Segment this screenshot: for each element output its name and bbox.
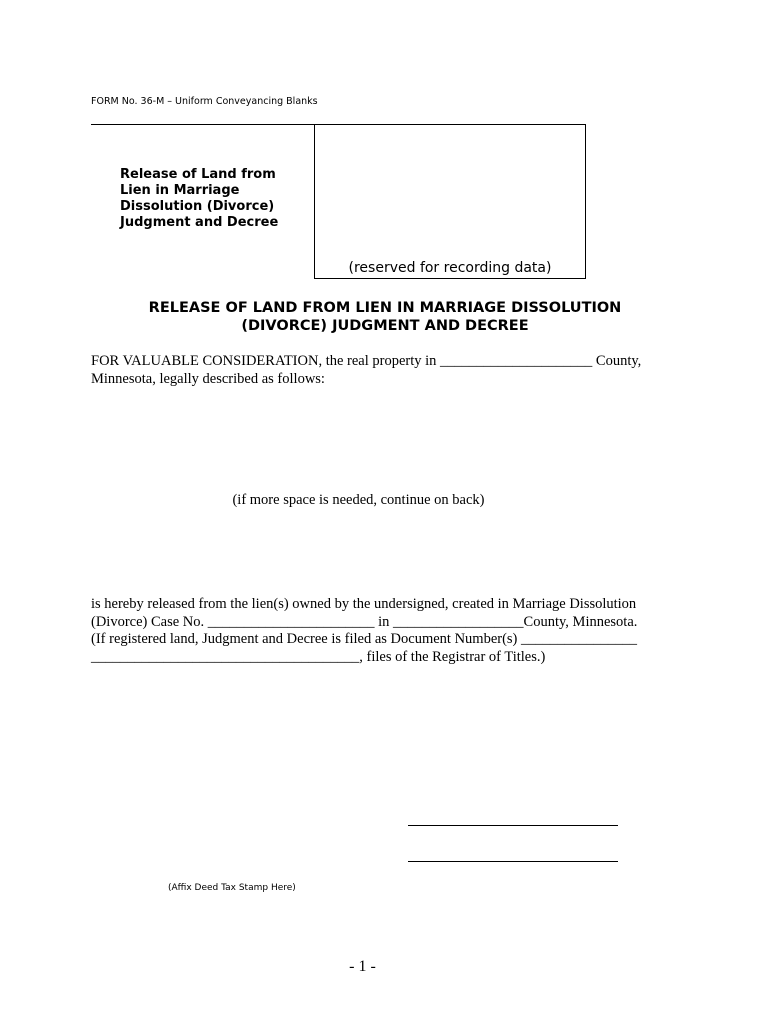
signature-line-2 [408, 861, 618, 862]
main-title-line-2: (DIVORCE) JUDGMENT AND DECREE [241, 318, 529, 334]
document-title-block [120, 167, 310, 231]
release-line-4: _____________________________________, files of the Registrar of Titles.) [91, 648, 546, 665]
release-paragraph [91, 596, 681, 666]
consideration-paragraph [91, 353, 681, 388]
header-rule [91, 124, 315, 125]
page-number: - 1 - [349, 958, 376, 975]
recording-data-box [314, 124, 586, 279]
more-space-note: (if more space is needed, continue on back) [232, 492, 485, 508]
signature-line-1 [408, 825, 618, 826]
release-line-3: (If registered land, Judgment and Decree is filed as Document Number(s) ________________ [91, 631, 638, 647]
recording-data-label: (reserved for recording data) [348, 260, 552, 276]
release-line-1: is hereby released from the lien(s) owned by the undersigned, created in Marriage Dissolution [91, 596, 637, 612]
document-title-text: Release of Land from Lien in Marriage Dissolution (Divorce) Judgment and Decree [120, 167, 279, 230]
consideration-line-2: Minnesota, legally described as follows: [91, 370, 325, 387]
main-title-line-1: RELEASE OF LAND FROM LIEN IN MARRIAGE DISSOLUTION [148, 300, 622, 316]
form-number: FORM No. 36-M – Uniform Conveyancing Blanks [91, 96, 318, 107]
main-title [91, 299, 679, 335]
consideration-line-1: FOR VALUABLE CONSIDERATION, the real property in _____________________ County, [91, 353, 642, 369]
release-line-2: (Divorce) Case No. _______________________ in __________________County, Minnesota. [91, 613, 638, 630]
deed-tax-stamp-note: (Affix Deed Tax Stamp Here) [168, 883, 296, 893]
